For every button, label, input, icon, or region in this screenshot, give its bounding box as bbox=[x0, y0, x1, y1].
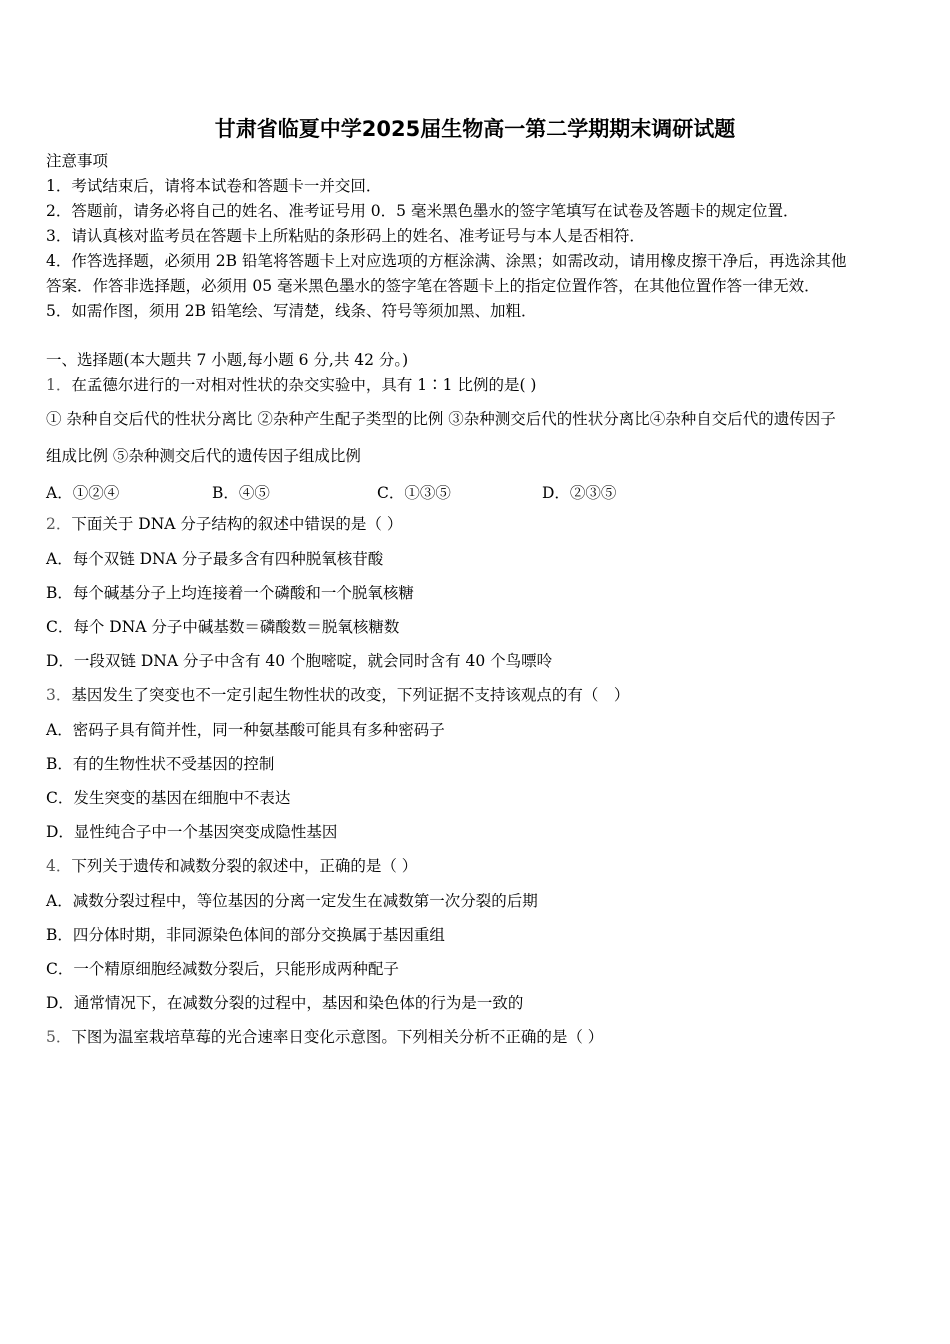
document-title: 甘肃省临夏中学2025届生物高一第二学期期末调研试题 bbox=[214, 117, 736, 141]
option-c: C．每个 DNA 分子中碱基数＝磷酸数＝脱氧核糖数 bbox=[46, 618, 400, 636]
notice-item: 3．请认真核对监考员在答题卡上所粘贴的条形码上的姓名、准考证号与本人是否相符． bbox=[46, 227, 645, 245]
notice-item: 答案．作答非选择题，必须用 05 毫米黑色墨水的签字笔在答题卡上的指定位置作答，在其他位置作答一律无效． bbox=[46, 277, 820, 295]
option-d: D．显性纯合子中一个基因突变成隐性基因 bbox=[46, 823, 338, 841]
q1-statements-line: ① 杂种自交后代的性状分离比 ②杂种产生配子类型的比例 ③杂种测交后代的性状分离比④杂种自交后代的遗传因子 bbox=[46, 410, 836, 428]
question-2 bbox=[46, 514, 402, 534]
question-number: 5． bbox=[46, 1028, 72, 1046]
option-c: C．发生突变的基因在细胞中不表达 bbox=[46, 789, 291, 807]
question-5 bbox=[46, 1027, 603, 1047]
question-number: 1． bbox=[46, 376, 72, 394]
q1-statements-line: 组成比例 ⑤杂种测交后代的遗传因子组成比例 bbox=[46, 447, 361, 465]
question-stem: 下图为温室栽培草莓的光合速率日变化示意图。下列相关分析不正确的是（ ） bbox=[71, 1028, 604, 1046]
notice-heading: 注意事项 bbox=[46, 152, 109, 170]
option-d: D．通常情况下，在减数分裂的过程中，基因和染色体的行为是一致的 bbox=[46, 994, 524, 1012]
notice-item: 4．作答选择题，必须用 2B 铅笔将答题卡上对应选项的方框涂满、涂黑；如需改动，请用橡皮擦干净后，再选涂其他 bbox=[46, 252, 847, 270]
option-a: A．减数分裂过程中，等位基因的分离一定发生在减数第一次分裂的后期 bbox=[46, 892, 538, 910]
question-number: 3． bbox=[46, 686, 72, 704]
question-number: 2． bbox=[46, 515, 72, 533]
option-c: C．①③⑤ bbox=[377, 484, 451, 502]
question-stem: 下面关于 DNA 分子结构的叙述中错误的是（ ） bbox=[71, 515, 403, 533]
option-c: C．一个精原细胞经减数分裂后，只能形成两种配子 bbox=[46, 960, 399, 978]
option-a: A．每个双链 DNA 分子最多含有四种脱氧核苷酸 bbox=[46, 550, 384, 568]
question-number: 4． bbox=[46, 857, 72, 875]
notice-item: 1．考试结束后，请将本试卷和答题卡一并交回． bbox=[46, 177, 382, 195]
notice-item: 5．如需作图，须用 2B 铅笔绘、写清楚，线条、符号等须加黑、加粗． bbox=[46, 302, 537, 320]
section-heading: 一、选择题(本大题共 7 小题,每小题 6 分,共 42 分。) bbox=[46, 351, 409, 369]
option-d: D．一段双链 DNA 分子中含有 40 个胞嘧啶，就会同时含有 40 个鸟嘌呤 bbox=[46, 652, 553, 670]
question-stem: 下列关于遗传和减数分裂的叙述中，正确的是（ ） bbox=[71, 857, 418, 875]
option-d: D．②③⑤ bbox=[542, 484, 617, 502]
option-b: B．四分体时期，非同源染色体间的部分交换属于基因重组 bbox=[46, 926, 445, 944]
question-3 bbox=[46, 685, 629, 705]
question-1 bbox=[46, 375, 536, 395]
question-stem: 基因发生了突变也不一定引起生物性状的改变，下列证据不支持该观点的有（ ） bbox=[71, 686, 630, 704]
question-stem: 在孟德尔进行的一对相对性状的杂交实验中，具有 1∶1 比例的是( ) bbox=[71, 376, 537, 394]
option-b: B．④⑤ bbox=[212, 484, 270, 502]
option-b: B．每个碱基分子上均连接着一个磷酸和一个脱氧核糖 bbox=[46, 584, 414, 602]
option-a: A．①②④ bbox=[46, 484, 120, 502]
question-4 bbox=[46, 856, 417, 876]
option-b: B．有的生物性状不受基因的控制 bbox=[46, 755, 275, 773]
notice-item: 2．答题前，请务必将自己的姓名、准考证号用 0．5 毫米黑色墨水的签字笔填写在试卷及答题卡的规定位置． bbox=[46, 202, 799, 220]
option-a: A．密码子具有简并性，同一种氨基酸可能具有多种密码子 bbox=[46, 721, 445, 739]
